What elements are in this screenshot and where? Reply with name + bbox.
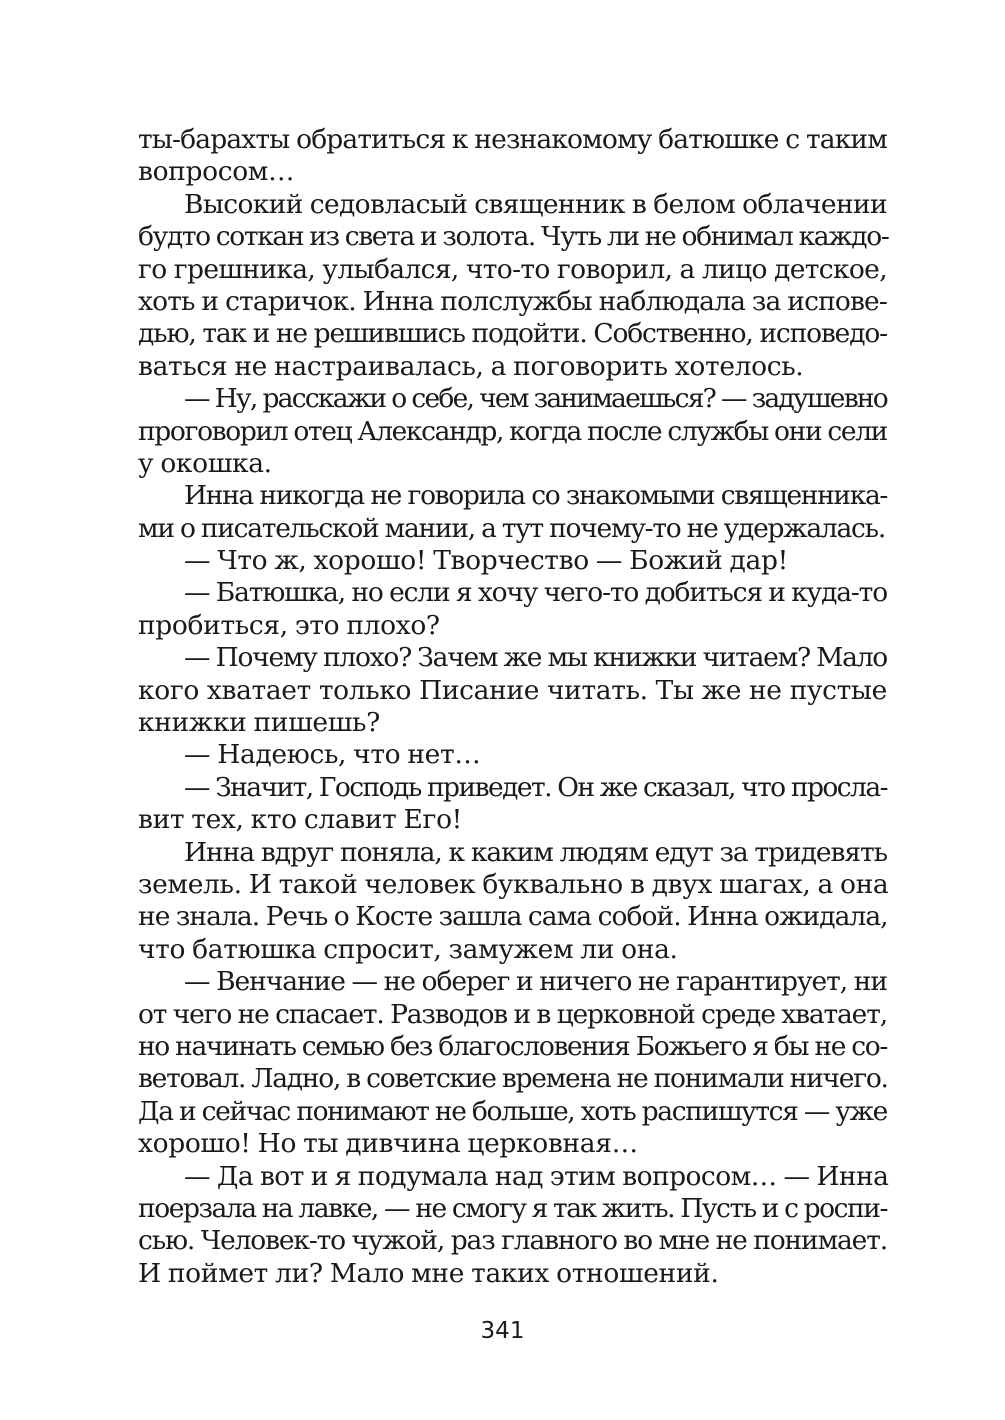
text-line: Да и сейчас понимают не больше, хоть распишутся — уже [138,1095,887,1127]
text-line: что батюшка спросит, замужем ли она. [138,933,678,965]
text-line: но начинать семью без благословения Божьего я бы не со- [138,1030,887,1062]
body-text [138,124,887,1290]
text-line: Инна никогда не говорила со знакомыми священника- [184,480,887,512]
text-line: го грешника, улыбался, что-то говорил, а лицо детское, [138,253,887,285]
text-line: — Надеюсь, что нет… [184,739,481,771]
text-line: сью. Человек-то чужой, раз главного во мне не понимает. [138,1225,887,1257]
text-line: книжки пишешь? [138,707,380,739]
text-line: — Значит, Господь приведет. Он же сказал, что просла- [184,771,887,803]
text-line: — Венчание — не оберег и ничего не гарантирует, ни [184,966,887,998]
text-line: — Ну, расскажи о себе, чем занимаешься? — задушевно [184,383,887,415]
text-line: хорошо! Но ты дивчина церковная… [138,1128,638,1160]
text-line: — Батюшка, но если я хочу чего-то добиться и куда-то [184,577,887,609]
text-line: ты-барахты обратиться к незнакомому батюшке с таким [138,124,887,155]
text-line: вит тех, кто славит Его! [138,804,462,836]
text-line: ветовал. Ладно, в советские времена не понимали ничего. [138,1063,888,1095]
text-line: Инна вдруг поняла, к каким людям едут за тридевять [184,836,887,868]
text-line: проговорил отец Александр, когда после службы они сели [138,415,887,447]
text-line: у окошка. [138,447,272,479]
text-line: хоть и старичок. Инна полслужбы наблюдала за испове- [138,285,887,317]
text-line: поерзала на лавке, — не смогу я так жить. Пусть и с роспи- [138,1192,887,1224]
text-line: — Почему плохо? Зачем же мы книжки читаем? Мало [184,642,887,674]
text-line: И поймет ли? Мало мне таких отношений. [138,1257,719,1289]
text-line: кого хватает только Писание читать. Ты же не пустые [138,674,887,706]
text-line: — Что ж, хорошо! Творчество — Божий дар! [184,545,788,577]
text-line: ваться не настраивалась, а поговорить хотелось. [138,350,804,382]
text-line: ми о писательской мании, а тут почему-то не удержалась. [138,512,885,544]
text-line: Высокий седовласый священник в белом облачении [184,188,887,220]
page-number: 341 [480,1318,525,1344]
text-line: будто соткан из света и золота. Чуть ли не обнимал каждо- [138,221,889,253]
text-line: дью, так и не решившись подойти. Собственно, исповедо- [138,318,887,350]
text-line: не знала. Речь о Косте зашла сама собой. Инна ожидала, [138,901,888,933]
text-line: пробиться, это плохо? [138,609,440,641]
text-line: от чего не спасает. Разводов и в церковной среде хватает, [138,998,887,1030]
text-line: земель. И такой человек буквально в двух шагах, а она [138,868,889,900]
text-line: — Да вот и я подумала над этим вопросом… — Инна [184,1160,889,1192]
text-line: вопросом… [138,156,295,188]
